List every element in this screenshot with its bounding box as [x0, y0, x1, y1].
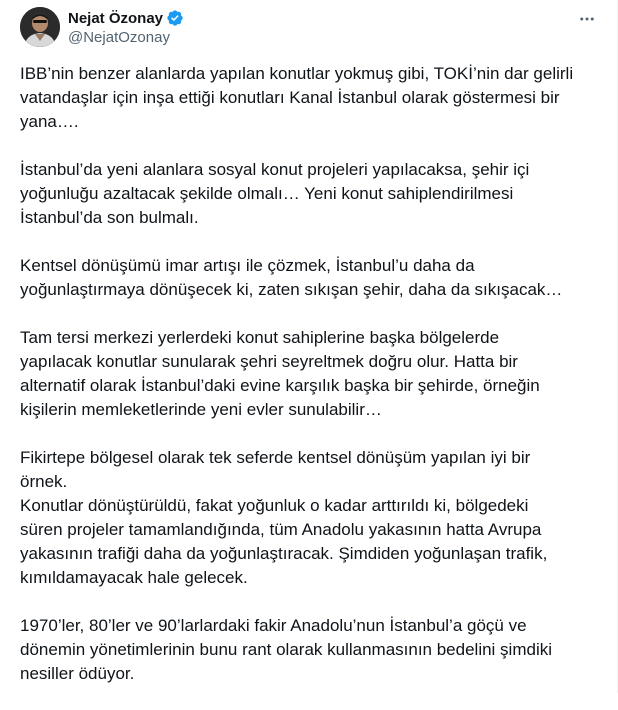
text-line: Konutlar dönüştürüldü, fakat yoğunluk o kadar arttırıldı ki, bölgedeki — [20, 496, 529, 515]
avatar-image — [20, 7, 60, 47]
avatar[interactable] — [20, 7, 60, 47]
text-line: İstanbul’da son bulmalı. — [20, 208, 199, 227]
text-line: yakasının trafiği daha da yoğunlaştıracak. Şimdiden yoğunlaşan trafik, — [20, 544, 548, 563]
text-line: nesiller ödüyor. — [20, 664, 135, 683]
text-line: yapılacak konutlar sunularak şehri seyreltmek doğru olur. Hatta bir — [20, 352, 518, 371]
verified-badge-icon[interactable] — [166, 9, 184, 27]
text-line: alternatif olarak İstanbul’daki evine karşılık başka bir şehirde, örneğin — [20, 376, 540, 395]
tweet-paragraph — [20, 158, 598, 230]
author-display-name[interactable]: Nejat Özonay — [68, 9, 164, 27]
tweet-paragraph — [20, 446, 598, 494]
text-line: Tam tersi merkezi yerlerdeki konut sahiplerine başka bölgelerde — [20, 328, 500, 347]
more-options-button[interactable] — [577, 9, 597, 29]
tweet-paragraph — [20, 254, 598, 302]
tweet-header — [20, 7, 597, 51]
text-line: İstanbul’da yeni alanlara sosyal konut projeleri yapılacaksa, şehir içi — [20, 160, 530, 179]
author-handle[interactable]: @NejatOzonay — [68, 29, 170, 46]
text-line: IBB’nin benzer alanlarda yapılan konutlar yokmuş gibi, TOKİ’nin dar gelirli — [20, 64, 574, 83]
text-line: kişilerin memleketlerinde yeni evler sunulabilir… — [20, 400, 382, 419]
author-names — [68, 8, 184, 46]
more-horizontal-icon — [578, 10, 596, 28]
tweet-text — [20, 62, 598, 710]
text-line: 1970’ler, 80’ler ve 90’larlardaki fakir Anadolu’nun İstanbul’a göçü ve — [20, 616, 527, 635]
text-line: kımıldamayacak hale gelecek. — [20, 568, 248, 587]
text-line: yana…. — [20, 112, 79, 131]
text-line: yoğunluğu azaltacak şekilde olmalı… Yeni konut sahiplendirilmesi — [20, 184, 514, 203]
text-line: vatandaşlar için inşa ettiği konutları Kanal İstanbul olarak göstermesi bir — [20, 88, 560, 107]
tweet-paragraph — [20, 494, 598, 590]
text-line: yoğunlaştırmaya dönüşecek ki, zaten sıkışan şehir, daha da sıkışacak… — [20, 280, 563, 299]
text-line: Fikirtepe bölgesel olarak tek seferde kentsel dönüşüm yapılan iyi bir — [20, 448, 531, 467]
display-name-row — [68, 8, 184, 28]
tweet-paragraph — [20, 62, 598, 134]
tweet-paragraph — [20, 614, 598, 686]
text-line: süren projeler tamamlandığında, tüm Anadolu yakasının hatta Avrupa — [20, 520, 542, 539]
text-line: Kentsel dönüşümü imar artışı ile çözmek, İstanbul’u daha da — [20, 256, 475, 275]
text-line: dönemin yönetimlerinin bunu rant olarak kullanmasının bedelini şimdiki — [20, 640, 553, 659]
tweet-paragraph — [20, 326, 598, 422]
text-line: örnek. — [20, 472, 68, 491]
